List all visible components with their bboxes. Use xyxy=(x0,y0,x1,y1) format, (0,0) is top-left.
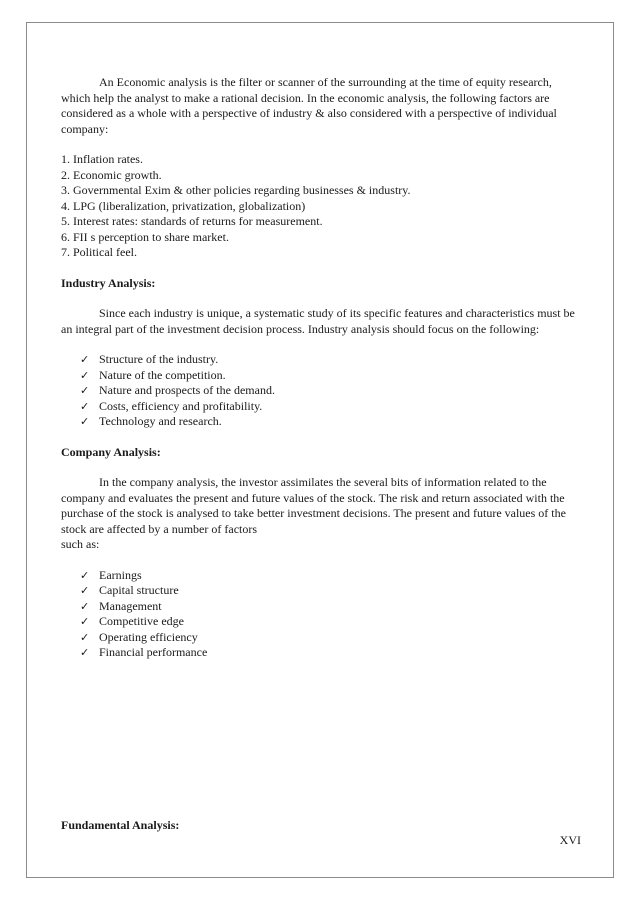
list-item xyxy=(80,352,582,368)
industry-analysis-heading: Industry Analysis: xyxy=(61,275,156,290)
fundamental-analysis-heading: Fundamental Analysis: xyxy=(61,818,180,832)
checkmark-icon: ✓ xyxy=(80,615,90,628)
company-analysis-paragraph: In the company analysis, the investor assimilates the several bits of information related to the company and evaluates the present and future values of the stock. The risk and return associated with the purchase of the stock is analysed to take better investment decisions. The present and future values of the stock are affected by a number of factors xyxy=(61,475,566,536)
list-item xyxy=(80,630,582,646)
checkmark-icon: ✓ xyxy=(80,384,90,397)
list-item: 2. Economic growth. xyxy=(61,167,162,182)
list-item-label: Earnings xyxy=(99,567,142,582)
list-item: 4. LPG (liberalization, privatization, globalization) xyxy=(61,198,306,213)
list-item xyxy=(80,368,582,384)
checkmark-icon: ✓ xyxy=(80,368,90,382)
list-item: 1. Inflation rates. xyxy=(61,152,143,166)
list-item xyxy=(80,383,582,399)
list-item xyxy=(80,414,582,430)
list-item-label: Capital structure xyxy=(99,583,179,597)
list-item xyxy=(80,599,582,615)
list-item: 7. Political feel. xyxy=(61,245,137,259)
company-analysis-paragraph-end: such as: xyxy=(61,537,100,551)
checkmark-icon: ✓ xyxy=(80,353,90,366)
economic-factors-list xyxy=(61,152,582,261)
list-item-label: Nature and prospects of the demand. xyxy=(99,383,275,397)
list-item-label: Costs, efficiency and profitability. xyxy=(99,398,263,413)
list-item xyxy=(80,583,582,599)
list-item xyxy=(80,614,582,630)
checkmark-icon: ✓ xyxy=(80,630,90,644)
checkmark-icon: ✓ xyxy=(80,568,90,582)
industry-factors-list xyxy=(61,352,582,430)
list-item xyxy=(80,645,582,661)
checkmark-icon: ✓ xyxy=(80,646,90,659)
list-item-label: Competitive edge xyxy=(99,614,184,628)
checkmark-icon: ✓ xyxy=(80,399,90,413)
industry-analysis-paragraph: Since each industry is unique, a systematic study of its specific features and characteristics must be an integral part of the investment decision process. Industry analysis should focus on the following: xyxy=(61,306,575,336)
page-number: XVI xyxy=(559,833,581,847)
list-item-label: Technology and research. xyxy=(99,414,222,428)
list-item xyxy=(80,568,582,584)
economic-intro-paragraph: An Economic analysis is the filter or scanner of the surrounding at the time of equity research, which help the analyst to make a rational decision. In the economic analysis, the following factors are considered as a whole with a perspective of industry & also considered with a perspective of individual company: xyxy=(61,75,557,136)
company-factors-list xyxy=(61,568,582,661)
checkmark-icon: ✓ xyxy=(80,599,90,613)
list-item: 3. Governmental Exim & other policies regarding businesses & industry. xyxy=(61,183,411,197)
list-item xyxy=(80,399,582,415)
list-item: 6. FII s perception to share market. xyxy=(61,229,229,244)
checkmark-icon: ✓ xyxy=(80,584,90,597)
list-item: 5. Interest rates: standards of returns for measurement. xyxy=(61,214,323,228)
list-item-label: Financial performance xyxy=(99,645,208,659)
document-body xyxy=(61,75,582,661)
list-item-label: Management xyxy=(99,598,162,613)
list-item-label: Operating efficiency xyxy=(99,629,198,644)
company-analysis-heading: Company Analysis: xyxy=(61,444,161,459)
checkmark-icon: ✓ xyxy=(80,415,90,428)
list-item-label: Structure of the industry. xyxy=(99,352,219,366)
list-item-label: Nature of the competition. xyxy=(99,367,226,382)
